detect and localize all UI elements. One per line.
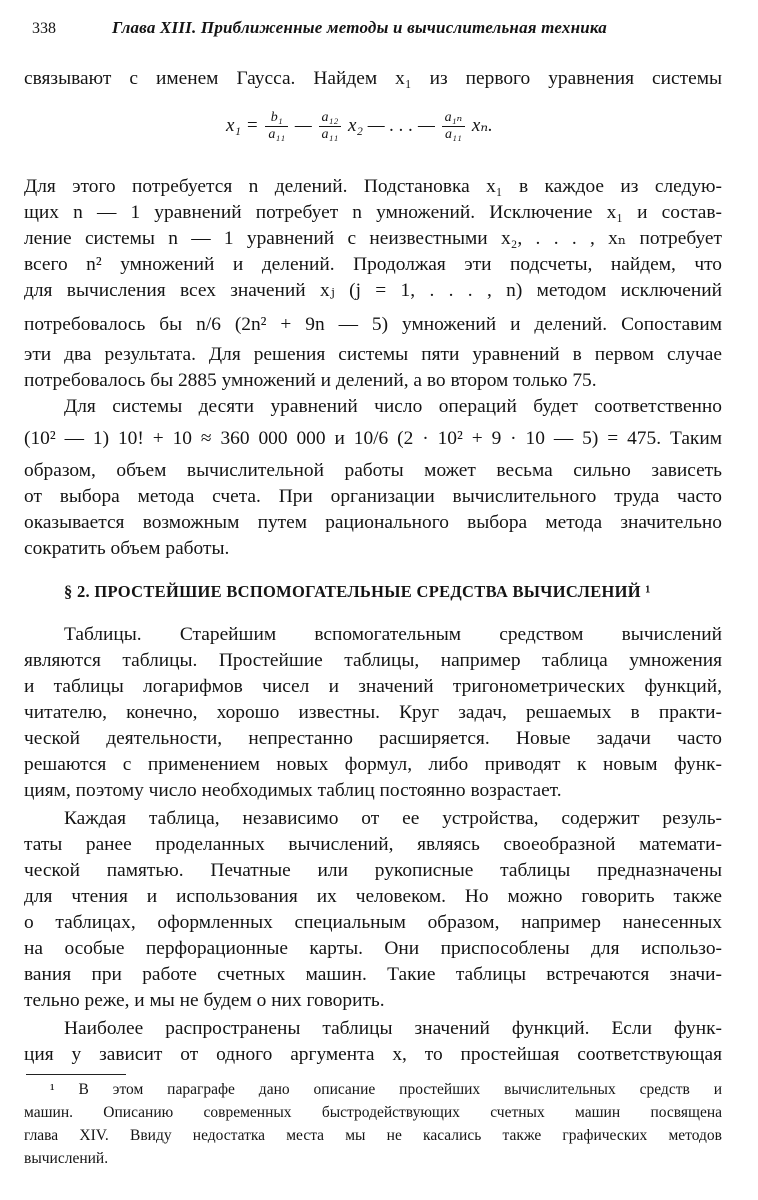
text-line: вания при работе счетных машин. Такие таблицы встречаются значи- <box>24 964 722 985</box>
text-line: сократить объем работы. <box>24 538 230 559</box>
text-line: тельно реже, и мы не будем о них говорить. <box>24 990 385 1011</box>
text-line: ление системы n — 1 уравнений с неизвестными x₂, . . . , xₙ потребует <box>24 228 722 249</box>
footnote-line: машин. Описанию современных быстродействующих счетных машин посвящена <box>24 1104 722 1121</box>
text-line: циям, поэтому число необходимых таблиц постоянно возрастает. <box>24 780 562 801</box>
text-line: Наиболее распространены таблицы значений функций. Если функ- <box>64 1018 722 1039</box>
text-line: решаются с применением новых формул, либо приводят к новым функ- <box>24 754 722 775</box>
formula-x1: x₁ = $\frac{\text{b₁}}{\text{a₁₁}}$ — $\frac{\text{a₁₂}}{\text{a₁₁}}$ x₂ — . . . — $\frac{\text{a₁ₙ}}{\text{a₁₁}}$ xₙ. <box>226 110 493 142</box>
text-line: таты ранее проделанных вычислений, являясь своеобразной математи- <box>24 834 722 855</box>
text-line: на особые перфорационные карты. Они приспособлены для использо- <box>24 938 722 959</box>
running-header-title: Глава XIII. Приближенные методы и вычислительная техника <box>112 18 607 37</box>
text-line: и таблицы логарифмов чисел и значений тригонометрических функций, <box>24 676 722 697</box>
text-line: щих n — 1 уравнений потребует n умножений. Исключение x₁ и состав- <box>24 202 722 223</box>
text-line: эти два результата. Для решения системы пяти уравнений в первом случае <box>24 344 722 365</box>
text-line: оказывается возможным путем рационального выбора метода значительно <box>24 512 722 533</box>
page-number: 338 <box>32 20 56 37</box>
text-line: образом, объем вычислительной работы может весьма сильно зависеть <box>24 460 722 481</box>
text-line: (10² — 1) 10! + 10 ≈ 360 000 000 и 10/6 (2 · 10² + 9 · 10 — 5) = 475. Таким <box>24 428 722 449</box>
text-line: связывают с именем Гаусса. Найдем x₁ из первого уравнения системы <box>24 68 722 89</box>
footnote-line: ¹ В этом параграфе дано описание простейших вычислительных средств и <box>50 1081 722 1098</box>
text-line: о таблицах, оформленных специальным образом, например нанесенных <box>24 912 722 933</box>
text-line: для вычисления всех значений xⱼ (j = 1, . . . , n) методом исключений <box>24 280 722 301</box>
fraction: $\frac{\text{a₁₂}}{\text{a₁₁}}$ <box>319 110 342 143</box>
text-line: ческой деятельности, непрестанно расширяется. Новые задачи часто <box>24 728 722 749</box>
fraction: $\frac{\text{a₁ₙ}}{\text{a₁₁}}$ <box>442 110 466 143</box>
footnote-divider <box>26 1074 126 1075</box>
text-line: от выбора метода счета. При организации вычислительного труда часто <box>24 486 722 507</box>
text-line: потребовалось бы n/6 (2n² + 9n — 5) умножений и делений. Сопоставим <box>24 314 722 335</box>
text-line: Для этого потребуется n делений. Подстановка x₁ в каждое из следую- <box>24 176 722 197</box>
section-heading: § 2. ПРОСТЕЙШИЕ ВСПОМОГАТЕЛЬНЫЕ СРЕДСТВА ВЫЧИСЛЕНИЙ ¹ <box>64 582 651 601</box>
formula-lhs: x₁ = <box>226 114 259 136</box>
fraction: $\frac{\text{b₁}}{\text{a₁₁}}$ <box>265 110 288 143</box>
text-line: Для системы десяти уравнений число операций будет соответственно <box>64 396 722 417</box>
text-line: для чтения и использования их человеком. Но можно говорить также <box>24 886 722 907</box>
text-line: читателю, конечно, хорошо известны. Круг задач, решаемых в практи- <box>24 702 722 723</box>
text-line: всего n² умножений и делений. Продолжая эти подсчеты, найдем, что <box>24 254 722 275</box>
footnote-line: вычислений. <box>24 1150 109 1167</box>
text-line: ческой памятью. Печатные или рукописные таблицы предназначены <box>24 860 722 881</box>
text-line: ция y зависит от одного аргумента x, то простейшая соответствующая <box>24 1044 722 1065</box>
text-line: являются таблицы. Простейшие таблицы, например таблица умножения <box>24 650 722 671</box>
text-line: потребовалось бы 2885 умножений и делений, а во втором только 75. <box>24 370 597 391</box>
text-line: Каждая таблица, независимо от ее устройства, содержит резуль- <box>64 808 722 829</box>
footnote-line: глава XIV. Ввиду недостатка места мы не касались также графических методов <box>24 1127 722 1144</box>
text-line: Таблицы. Старейшим вспомогательным средством вычислений <box>64 624 722 645</box>
